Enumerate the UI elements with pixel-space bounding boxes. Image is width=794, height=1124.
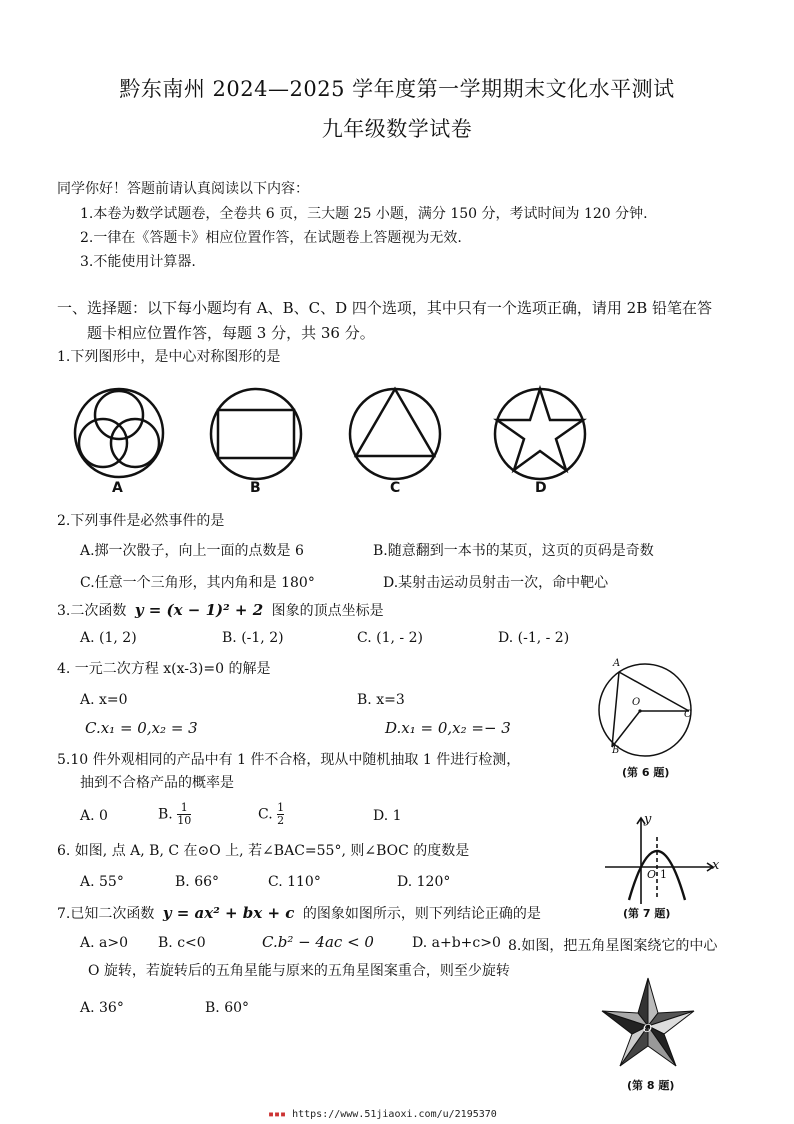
q5-stem-cont: 抽到不合格产品的概率是 <box>80 775 234 791</box>
instruction-item: 1.本卷为数学试题卷，全卷共 6 页，三大题 25 小题，满分 150 分，考试时间为 120 分钟. <box>80 206 648 222</box>
q6-point-c: C <box>684 709 692 720</box>
section-heading-cont: 题卡相应位置作答，每题 3 分，共 36 分。 <box>87 324 375 342</box>
q7-origin: O <box>647 868 657 881</box>
q2-option-a: A.掷一次骰子，向上一面的点数是 6 <box>80 543 304 559</box>
q6-point-b: B <box>612 745 620 756</box>
q8-caption: (第 8 题) <box>627 1079 675 1092</box>
q8-center-o: O <box>643 1022 653 1035</box>
q4-option-a: A. x=0 <box>80 692 128 708</box>
q5-stem: 5.10 件外观相同的产品中有 1 件不合格，现从中随机抽取 1 件进行检测， <box>57 752 521 768</box>
q3-stem-pre: 3.二次函数 <box>57 603 127 619</box>
q7-figure <box>595 812 725 907</box>
q7-option-b: B. c<0 <box>158 935 206 951</box>
q1-stem: 1.下列图形中，是中心对称图形的是 <box>57 349 281 365</box>
q3-option-a: A. (1, 2) <box>80 630 137 646</box>
q2-option-b: B.随意翻到一本书的某页，这页的页码是奇数 <box>373 543 654 559</box>
q6-option-b: B. 66° <box>175 874 220 890</box>
q6-point-o: O <box>632 697 641 708</box>
footer-watermark <box>268 1109 497 1120</box>
q5-option-b-prefix: B. <box>158 806 173 823</box>
q7-option-d: D. a+b+c>0 <box>412 935 501 951</box>
q2-option-c: C.任意一个三角形，其内角和是 180° <box>80 575 315 591</box>
q4-option-d: D.x₁ = 0,x₂ =− 3 <box>385 719 511 737</box>
q3-stem <box>57 600 384 620</box>
q3-option-c: C. (1, - 2) <box>357 630 423 646</box>
q7-option-a: A. a>0 <box>80 935 128 951</box>
q6-option-d: D. 120° <box>397 874 451 890</box>
q2-stem: 2.下列事件是必然事件的是 <box>57 513 225 529</box>
q5-option-c-prefix: C. <box>258 806 273 823</box>
q7-option-c: C.b² − 4ac < 0 <box>262 933 374 951</box>
q3-option-b: B. (-1, 2) <box>222 630 284 646</box>
q7-axis-y: y <box>644 812 652 827</box>
footer-url[interactable]: https://www.51jiaoxi.com/u/2195370 <box>292 1109 497 1120</box>
q7-stem-post: 的图象如图所示，则下列结论正确的是 <box>302 906 541 922</box>
q1-label-d: D <box>535 480 547 496</box>
q6-option-a: A. 55° <box>80 874 124 890</box>
q1-figures <box>70 370 600 500</box>
q7-axis-x: x <box>712 858 720 873</box>
q2-option-d: D.某射击运动员射击一次，命中靶心 <box>383 575 609 591</box>
instruction-item: 3.不能使用计算器. <box>80 254 196 270</box>
q6-figure <box>590 655 710 775</box>
q1-figure-b <box>211 389 301 479</box>
q1-figure-c <box>350 389 440 479</box>
q1-label-b: B <box>250 480 261 496</box>
q7-tick-1: 1 <box>660 868 667 881</box>
q4-stem: 4. 一元二次方程 x(x-3)=0 的解是 <box>57 661 271 677</box>
fraction-numerator: 1 <box>277 801 285 814</box>
q8-stem: 8.如图，把五角星图案绕它的中心 <box>508 938 718 954</box>
q5-option-b <box>158 802 191 827</box>
fraction-denominator: 2 <box>277 814 285 827</box>
watermark-logo-icon: ▪▪▪ <box>268 1109 287 1120</box>
exam-subtitle: 九年级数学试卷 <box>321 117 473 141</box>
q3-formula: y = (x − 1)² + 2 <box>134 601 264 619</box>
q7-formula: y = ax² + bx + c <box>162 904 295 922</box>
q6-caption: (第 6 题) <box>622 766 670 779</box>
q6-point-a: A <box>613 658 621 669</box>
instructions-greeting: 同学你好！答题前请认真阅读以下内容： <box>57 181 309 197</box>
q5-fraction-c <box>277 802 284 827</box>
q7-caption: (第 7 题) <box>623 907 671 920</box>
q5-fraction-b <box>177 802 191 827</box>
q6-option-c: C. 110° <box>268 874 321 890</box>
q3-stem-post: 图象的顶点坐标是 <box>271 603 384 619</box>
q1-label-a: A <box>112 480 123 496</box>
q5-option-d: D. 1 <box>373 808 402 824</box>
q5-option-a: A. 0 <box>80 808 108 824</box>
q7-stem-pre: 7.已知二次函数 <box>57 906 155 922</box>
q1-figure-d <box>495 389 585 479</box>
q1-figure-a <box>75 389 163 477</box>
q8-option-b: B. 60° <box>205 1000 250 1016</box>
q4-option-b: B. x=3 <box>357 692 405 708</box>
exam-title: 黔东南州 2024—2025 学年度第一学期期末文化水平测试 <box>119 77 675 101</box>
q7-stem <box>57 903 541 923</box>
q4-option-c: C.x₁ = 0,x₂ = 3 <box>85 719 198 737</box>
q6-stem: 6. 如图, 点 A, B, C 在⊙O 上, 若∠BAC=55°, 则∠BOC 的度数是 <box>57 843 470 859</box>
fraction-denominator: 10 <box>177 814 192 827</box>
q1-label-c: C <box>390 480 401 496</box>
q5-option-c <box>258 802 284 827</box>
section-heading: 一、选择题：以下每小题均有 A、B、C、D 四个选项，其中只有一个选项正确，请用 2B 铅笔在答 <box>57 299 713 317</box>
q8-option-a: A. 36° <box>80 1000 124 1016</box>
q3-option-d: D. (-1, - 2) <box>498 630 570 646</box>
instruction-item: 2.一律在《答题卡》相应位置作答，在试题卷上答题视为无效. <box>80 230 462 246</box>
fraction-numerator: 1 <box>180 801 188 814</box>
q8-stem-cont: O 旋转，若旋转后的五角星能与原来的五角星图案重合，则至少旋转 <box>88 963 510 979</box>
